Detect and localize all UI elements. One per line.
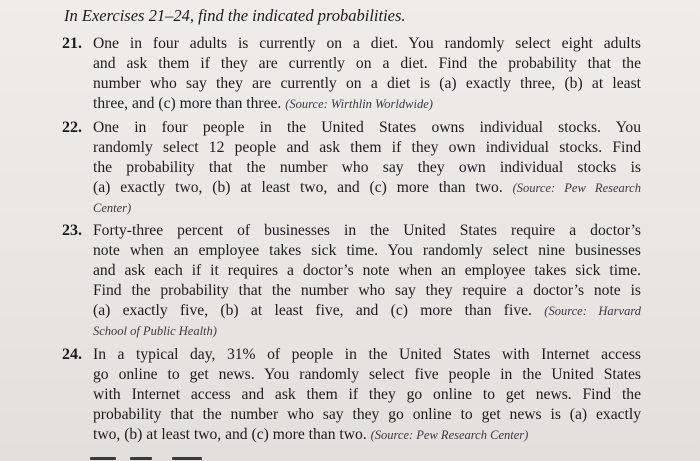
exercise-line: two, (b) at least two, and (c) more than two. (93, 425, 367, 443)
exercise-line-with-source (93, 301, 641, 322)
cropped-mark (172, 457, 202, 460)
cropped-mark (90, 457, 116, 460)
exercise-line: One in four adults is currently on a diet. You randomly select eight adults (93, 35, 641, 52)
exercise-line: go online to get news. You randomly select five people in the United States (93, 365, 641, 383)
exercise-line: with Internet access and ask them if they go online to get news. Find the (93, 385, 641, 403)
exercise-line: Forty-three percent of businesses in the United States require a doctor’s (93, 222, 641, 239)
exercise-line: and ask each if it requires a doctor’s note when an employee takes sick time. (93, 261, 641, 279)
exercise-line: In a typical day, 31% of people in the United States with Internet access (93, 346, 641, 363)
source-citation: (Source: Pew Research Center) (370, 427, 529, 442)
exercise-line: randomly select 12 people and ask them if they own individual stocks. Find (93, 138, 641, 156)
exercise-line: Find the probability that the number who say they require a doctor’s note is (93, 281, 641, 299)
source-citation: (Source: Harvard (544, 303, 641, 318)
exercise-number: 23. (62, 222, 82, 239)
exercise-set-heading: In Exercises 21–24, find the indicated probabilities. (64, 6, 406, 25)
exercise-text (93, 221, 641, 341)
exercise-line: and ask them if they are currently on a diet. Find the probability that the (93, 54, 641, 72)
exercise-number: 24. (62, 346, 82, 363)
exercise-line-with-source (93, 425, 641, 446)
source-citation-continued: Center) (93, 200, 132, 215)
exercise-line: note when an employee takes sick time. You randomly select nine businesses (93, 241, 641, 259)
exercise-number: 21. (62, 35, 82, 52)
source-citation-continued: School of Public Health) (93, 323, 217, 338)
exercise-line: probability that the number who say they go online to get news is (a) exactly (93, 405, 641, 423)
exercise-text (93, 34, 641, 115)
exercise-line: three, and (c) more than three. (93, 94, 282, 112)
source-citation: (Source: Wirthlin Worldwide) (285, 96, 433, 111)
exercise-line-with-source (93, 178, 641, 199)
exercise-line: number who say they are currently on a diet is (a) exactly three, (b) at least (93, 74, 641, 92)
exercise-line: the probability that the number who say they own individual stocks is (93, 158, 641, 176)
exercise-text (93, 118, 641, 219)
exercise-text (93, 345, 641, 446)
exercise-line: (a) exactly two, (b) at least two, and (c) more than two. (93, 178, 503, 196)
exercise-line-with-source (93, 94, 641, 115)
exercise-line: (a) exactly five, (b) at least five, and (c) more than five. (93, 301, 532, 319)
source-citation: (Source: Pew Research (512, 180, 641, 195)
cropped-next-line-marks (90, 453, 220, 461)
exercise-line: One in four people in the United States owns individual stocks. You (93, 119, 641, 136)
cropped-mark (130, 457, 152, 460)
exercise-number: 22. (62, 119, 82, 136)
